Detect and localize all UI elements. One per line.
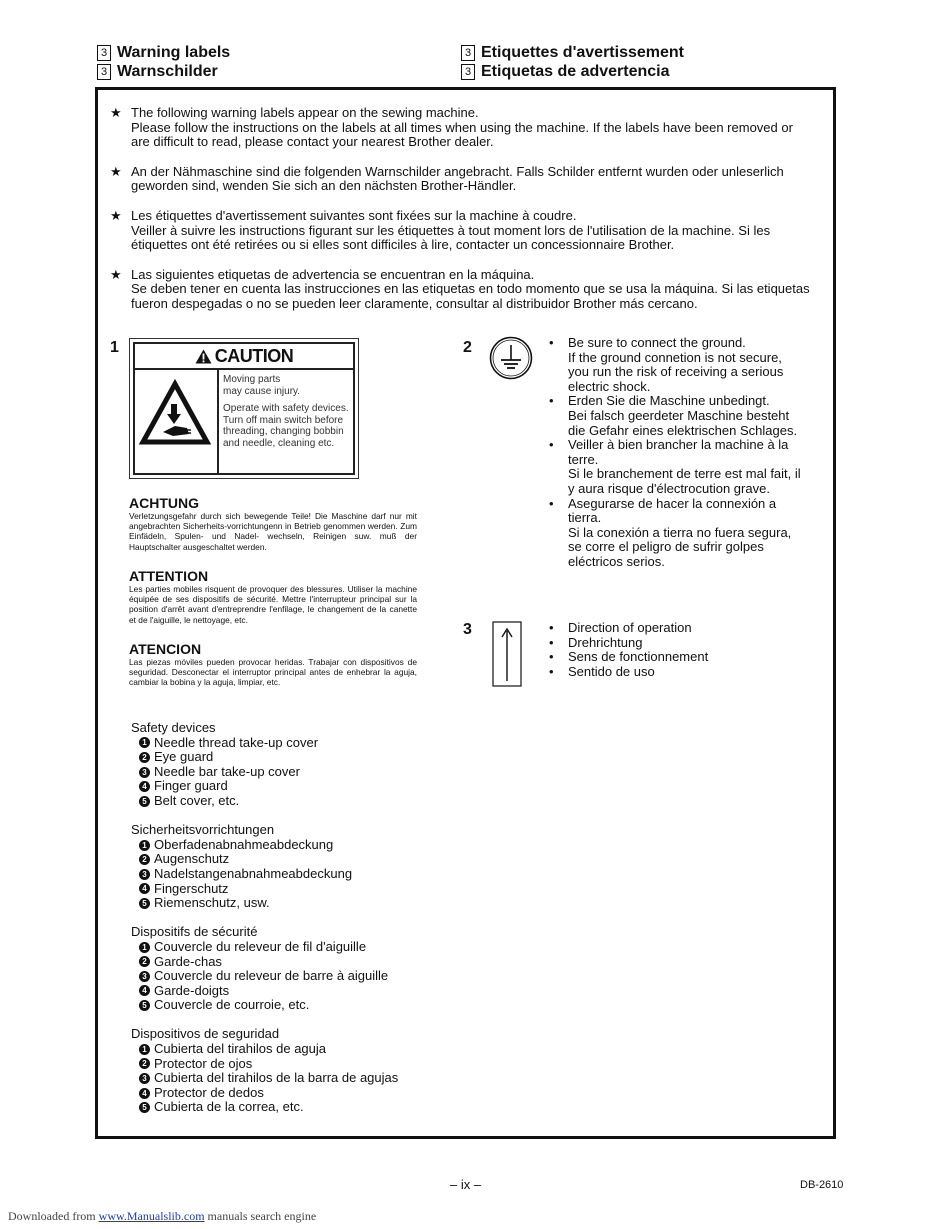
list-item: • Direction of operation xyxy=(549,620,692,635)
warning-triangle-icon xyxy=(195,349,212,364)
ground-bullets xyxy=(549,336,803,570)
list-item xyxy=(131,765,398,780)
safety-list-title: Sicherheitsvorrichtungen xyxy=(131,822,275,838)
number-5-icon: 5 xyxy=(139,898,150,909)
number-2-icon: 2 xyxy=(139,752,150,763)
list-item-text: Cubierta del tirahilos de aguja xyxy=(154,1041,326,1057)
download-prefix: Downloaded from xyxy=(8,1209,99,1223)
list-item-text: Garde-chas xyxy=(154,953,222,969)
list-item-text: Augenschutz xyxy=(154,851,230,867)
item-number-2: 2 xyxy=(463,339,472,356)
section-number: 3 xyxy=(461,64,475,80)
list-item xyxy=(131,896,398,911)
list-item-text: Protector de ojos xyxy=(154,1055,253,1071)
caution-fr-text: Les parties mobiles risquent de provoquer des blessures. Utiliser la machine équipée de ses dispositifs de sécurité. Mettre l'interrupteur principal sur la position d'arrêt avant d'entreprendre l'enfilage, le changement de la canette et de l'aiguille, le nettoyage, etc. xyxy=(129,584,417,625)
bullet-main: Erden Sie die Maschine unbedingt. xyxy=(568,393,770,409)
caution-label xyxy=(129,338,359,479)
list-item xyxy=(131,882,398,897)
list-item xyxy=(131,1057,398,1072)
number-2-icon: 2 xyxy=(139,956,150,967)
bullet-main: Be sure to connect the ground. xyxy=(568,335,746,350)
bullet-text: Sens de fonctionnement xyxy=(568,649,709,665)
list-item-text: Riemenschutz, usw. xyxy=(154,895,270,911)
list-item: • Drehrichtung xyxy=(549,634,643,650)
number-3-icon: 3 xyxy=(139,971,150,982)
number-2-icon: 2 xyxy=(139,854,150,865)
number-1-icon: 1 xyxy=(139,1044,150,1055)
list-item-text: Eye guard xyxy=(154,749,214,765)
caution-line: Operate with safety devices. xyxy=(223,403,349,414)
caution-fr xyxy=(129,568,417,625)
header-right xyxy=(461,43,684,81)
number-1-icon: 1 xyxy=(139,840,150,851)
list-item xyxy=(131,736,398,751)
page-number: – ix – xyxy=(450,1177,482,1192)
caution-line: Moving parts xyxy=(223,374,281,385)
list-item xyxy=(131,1071,398,1086)
list-item-text: Fingerschutz xyxy=(154,880,229,896)
title-de: Warnschilder xyxy=(117,63,218,80)
bullet-text: Sentido de uso xyxy=(568,663,655,679)
intro-line: Les étiquettes d'avertissement suivantes sont fixées sur la machine à coudre. xyxy=(131,207,577,223)
hand-injury-pictogram xyxy=(135,370,219,473)
star-icon: ★ xyxy=(110,266,122,282)
item-number-1: 1 xyxy=(110,339,119,356)
star-icon: ★ xyxy=(110,163,122,179)
safety-list-title: Dispositivos de seguridad xyxy=(131,1026,280,1042)
bullet-text: Direction of operation xyxy=(568,620,692,635)
number-5-icon: 5 xyxy=(139,796,150,807)
ground-symbol-icon xyxy=(489,336,533,380)
list-item xyxy=(131,940,398,955)
safety-list-title: Dispositifs de sécurité xyxy=(131,924,258,940)
intro-line: Please follow the instructions on the labels at all times when using the machine. If the labels have been removed or are difficult to read, please contact your nearest Brother dealer. xyxy=(131,119,793,150)
list-item-text: Needle bar take-up cover xyxy=(154,763,300,779)
list-item-text: Oberfadenabnahmeabdeckung xyxy=(154,836,334,852)
bullet-fr: • Veiller à bien brancher la machine à la terre. Si le branchement de terre est mal fait, il y aura risque d'électrocution grave. xyxy=(549,438,803,496)
number-3-icon: 3 xyxy=(139,869,150,880)
model-code: DB-2610 xyxy=(800,1179,844,1191)
list-item xyxy=(131,969,398,984)
list-item-text: Couvercle de courroie, etc. xyxy=(154,997,310,1013)
list-item xyxy=(131,867,398,882)
bullet-de: • Erden Sie die Maschine unbedingt. Bei falsch geerdeter Maschine besteht die Gefahr eines elektrischen Schlages. xyxy=(549,394,803,438)
direction-bullets xyxy=(549,621,803,679)
caution-de-text: Verletzungsgefahr durch sich bewegende Teile! Die Maschine darf nur mit angebrachten Sicherheits-vorrichtungenn in Betrieb genommen werden. Zum Einfädeln, Spulen- und Nadel- wechseln, Reinigen suw. muß der Hauptschalter ausgeschaltet werden. xyxy=(129,511,417,552)
direction-arrow-icon xyxy=(492,621,522,687)
caution-header xyxy=(135,344,353,370)
list-item xyxy=(131,750,398,765)
bullet-en: • Be sure to connect the ground. If the ground connetion is not secure, you run the risk of receiving a serious electric shock. xyxy=(549,336,803,394)
intro-line: Las siguientes etiquetas de advertencia se encuentran en la máquina. xyxy=(131,266,535,282)
list-item xyxy=(131,1100,398,1115)
intro-es xyxy=(110,268,810,312)
number-4-icon: 4 xyxy=(139,985,150,996)
list-item xyxy=(131,1086,398,1101)
bullet-sub: If the ground connetion is not secure, you run the risk of receiving a serious electric shock. xyxy=(568,349,784,394)
star-icon: ★ xyxy=(110,207,122,223)
bullet-main: Veiller à bien brancher la machine à la terre. xyxy=(568,437,789,467)
list-item xyxy=(131,838,398,853)
caution-text xyxy=(219,370,353,473)
title-es: Etiquetas de advertencia xyxy=(481,63,670,80)
manualslib-link[interactable]: www.Manualslib.com xyxy=(98,1209,205,1223)
list-item xyxy=(131,984,398,999)
list-item: • Sens de fonctionnement xyxy=(549,649,709,665)
list-item-text: Finger guard xyxy=(154,778,228,794)
caution-de xyxy=(129,495,417,552)
intro-de xyxy=(110,165,810,194)
list-item: • Sentido de uso xyxy=(549,663,655,679)
safety-device-lists xyxy=(131,721,398,1130)
number-3-icon: 3 xyxy=(139,1073,150,1084)
safety-list-en xyxy=(131,721,398,809)
intro-line: Se deben tener en cuenta las instrucciones en las etiquetas en todo momento que se usa la máquina. Si las etiquetas fueron despegadas o no se pueden leer claramente, consultar al distribuidor Brother más cercano. xyxy=(131,281,810,311)
list-item-text: Cubierta del tirahilos de la barra de agujas xyxy=(154,1070,399,1086)
caution-es-text: Las piezas móviles pueden provocar heridas. Trabajar con dispositivos de seguridad. Desconectar el interruptor principal antes de enhebrar la aguja, cambiar la bobina y la aguja, limpiar, etc. xyxy=(129,657,417,688)
number-1-icon: 1 xyxy=(139,942,150,953)
bullet-es: • Asegurarse de hacer la connexión a tierra. Si la conexión a tierra no fuera segura, se corre el peligro de sufrir golpes eléctricos serios. xyxy=(549,497,803,570)
number-4-icon: 4 xyxy=(139,1088,150,1099)
caution-fr-title: ATTENTION xyxy=(129,568,209,584)
list-item xyxy=(131,998,398,1013)
safety-list-de xyxy=(131,823,398,911)
caution-line: Turn off main switch before xyxy=(223,414,344,426)
list-item-text: Nadelstangenabnahmeabdeckung xyxy=(154,865,353,881)
bullet-sub: Si la conexión a tierra no fuera segura, se corre el peligro de sufrir golpes eléctricos serios. xyxy=(568,524,792,569)
title-en: Warning labels xyxy=(117,44,231,61)
list-item xyxy=(131,794,398,809)
header-left xyxy=(97,43,230,81)
section-number: 3 xyxy=(97,64,111,80)
section-number: 3 xyxy=(97,45,111,61)
caution-de-title: ACHTUNG xyxy=(129,495,199,511)
number-4-icon: 4 xyxy=(139,781,150,792)
list-item-text: Couvercle du releveur de barre à aiguille xyxy=(154,968,389,984)
hand-hazard-icon xyxy=(135,370,213,475)
section-number: 3 xyxy=(461,45,475,61)
intro-line: The following warning labels appear on the sewing machine. xyxy=(131,105,479,120)
star-icon: ★ xyxy=(110,105,122,120)
number-2-icon: 2 xyxy=(139,1058,150,1069)
title-fr: Etiquettes d'avertissement xyxy=(481,44,684,61)
caution-es xyxy=(129,641,417,688)
list-item-text: Protector de dedos xyxy=(154,1084,264,1100)
intro-line: Veiller à suivre les instructions figurant sur les étiquettes à tout moment lors de l'utilisation de la machine. Si les étiquettes ont été retirées ou si elles sont difficiles à lire, contacter un concessionnaire Brother. xyxy=(131,222,771,253)
list-item xyxy=(131,955,398,970)
list-item xyxy=(131,852,398,867)
intro-paragraphs xyxy=(110,106,810,327)
safety-list-fr xyxy=(131,925,398,1013)
intro-fr xyxy=(110,209,810,253)
list-item-text: Belt cover, etc. xyxy=(154,792,240,808)
number-5-icon: 5 xyxy=(139,1000,150,1011)
download-note xyxy=(8,1209,316,1224)
list-item xyxy=(131,779,398,794)
list-item-text: Cubierta de la correa, etc. xyxy=(154,1099,304,1115)
number-3-icon: 3 xyxy=(139,767,150,778)
safety-list-title: Safety devices xyxy=(131,720,216,735)
number-5-icon: 5 xyxy=(139,1102,150,1113)
list-item xyxy=(131,1042,398,1057)
intro-line: An der Nähmaschine sind die folgenden Warnschilder angebracht. Falls Schilder entfernt wurden oder unleserlich geworden sind, wenden Sie sich an den nächsten Brother-Händler. xyxy=(131,163,784,194)
list-item-text: Couvercle du releveur de fil d'aiguille xyxy=(154,938,367,954)
caution-line: threading, changing bobbin xyxy=(223,426,344,437)
caution-line: may cause injury. xyxy=(223,385,301,397)
caution-line: and needle, cleaning etc. xyxy=(223,437,335,449)
number-1-icon: 1 xyxy=(139,737,150,748)
caution-title: CAUTION xyxy=(214,346,294,366)
bullet-sub: Bei falsch geerdeter Maschine besteht die Gefahr eines elektrischen Schlages. xyxy=(568,407,798,438)
safety-list-es xyxy=(131,1027,398,1115)
bullet-sub: Si le branchement de terre est mal fait, il y aura risque d'électrocution grave. xyxy=(568,466,801,496)
download-suffix: manuals search engine xyxy=(204,1209,317,1223)
number-4-icon: 4 xyxy=(139,883,150,894)
caution-es-title: ATENCION xyxy=(129,641,202,657)
bullet-text: Drehrichtung xyxy=(568,634,643,650)
list-item-text: Garde-doigts xyxy=(154,982,230,998)
intro-en xyxy=(110,106,810,150)
item-number-3: 3 xyxy=(463,621,472,638)
bullet-main: Asegurarse de hacer la connexión a tierra. xyxy=(568,495,777,526)
list-item-text: Needle thread take-up cover xyxy=(154,734,319,750)
